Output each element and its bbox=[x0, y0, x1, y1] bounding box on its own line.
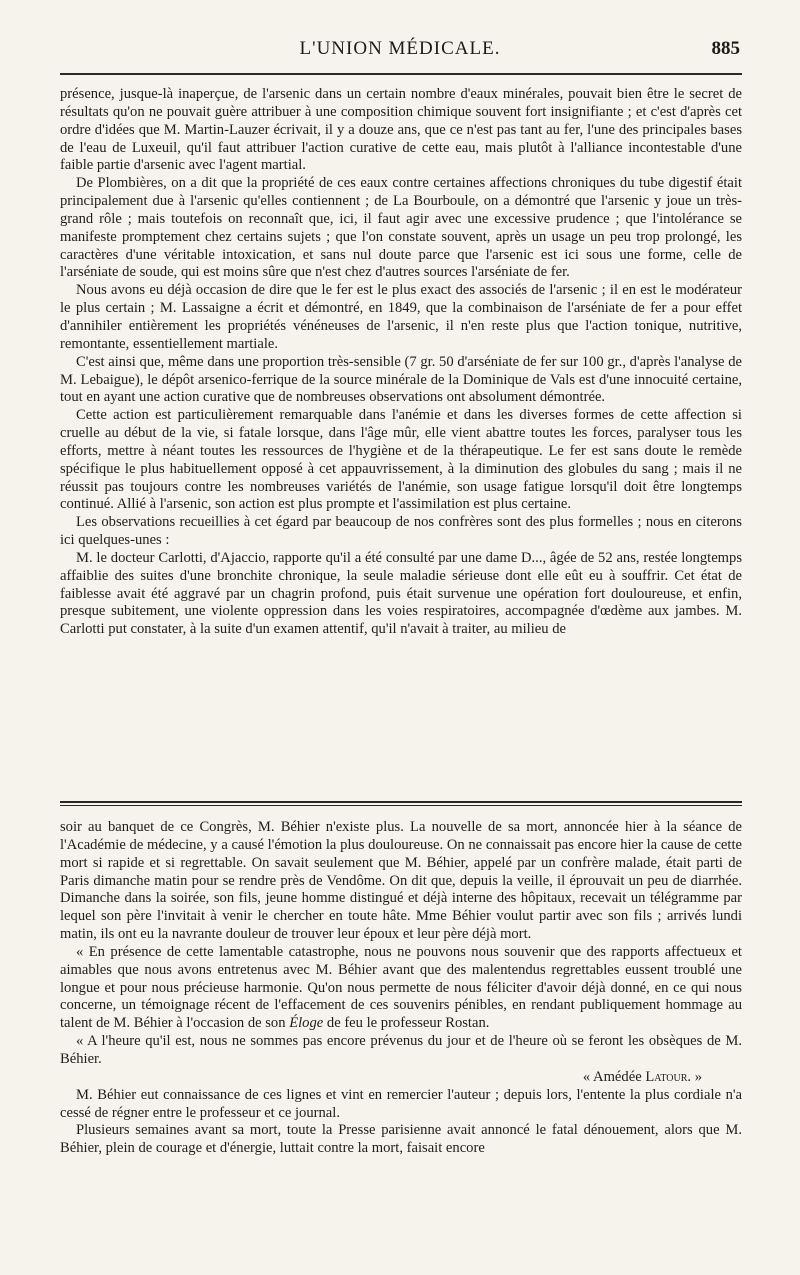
paragraph: De Plombières, on a dit que la propriété de ces eaux contre certaines affections chroniques du tube digestif était principalement due à l'arsenic qu'elles contiennent ; de La Bourboule, on a démontré que l'arsenic y joue un très-grand rôle ; mais toutefois on reconnaît que, ici, il faut agir avec une excessive prudence ; que l'intolérance se manifeste promptement chez certains sujets ; que l'on constate souvent, après un usage un peu trop prolongé, les caractères d'une véritable intoxication, et sans nul doute parce que l'arsenic est ici sous une forme, celle de l'arséniate de soude, qui est moins sûre que n'est chez d'autres sources l'arséniate de fer. bbox=[60, 175, 742, 281]
paragraph-text: « En présence de cette lamentable catastrophe, nous ne pouvons nous souvenir que des rapports affectueux et aimables que nous avons entretenus avec M. Béhier avant que des malentendus regrettables eussent troublé une longue et pour nous précieuse harmonie. Qu'on nous permette de nous féliciter d'avoir déjà donné, en ce qui nous concerne, un témoignage récent de l'effacement de ces souvenirs pénibles, en rendant publiquement hommage au talent de M. Béhier à l'occasion de son bbox=[60, 943, 742, 1032]
paragraph: Les observations recueillies à cet égard par beaucoup de nos confrères sont des plus formelles ; nous en citerons ici quelques-unes : bbox=[60, 514, 742, 549]
paragraph-text: de feu le professeur Rostan. bbox=[326, 1015, 490, 1032]
paragraph: présence, jusque-là inaperçue, de l'arsenic dans un certain nombre d'eaux minérales, pouvait bien être le secret de résultats qu'on ne pouvait guère attribuer à une composition chimique souvent fort insignifiante ; et c'est d'après cet ordre d'idées que M. Martin-Lauzer écrivait, il y a douze ans, que ce n'est pas tant au fer, l'une des principales bases de l'eau de Luxeuil, qu'il faut attribuer l'action curative de cette eau, mais plutôt à l'alliance incontestable d'une faible partie d'arsenic avec l'agent martial. bbox=[60, 86, 742, 174]
section-divider bbox=[60, 801, 742, 806]
paragraph bbox=[60, 944, 742, 1033]
signature-name: Latour. bbox=[645, 1068, 692, 1085]
paragraph: Cette action est particulièrement remarquable dans l'anémie et dans les diverses formes de cette affection si cruelle au début de la vie, si fatale lorsque, dans l'âge mûr, elle vient abattre toutes les forces, paralyser tous les efforts, mettre à néant toutes les ressources de l'hygiène et de la thérapeutique. Le fer est sans doute le remède spécifique le plus habituellement opposé à cet appauvrissement, à la diminution des globules du sang ; mais il ne réussit pas toujours contre les nombreuses variétés de l'anémie, son usage fatigue lorsqu'il doit être longtemps continué. Allié à l'arsenic, son action est plus prompte et l'assimilation est plus certaine. bbox=[60, 407, 742, 513]
paragraph: C'est ainsi que, même dans une proportion très-sensible (7 gr. 50 d'arséniate de fer sur 100 gr., d'après l'analyse de M. Lebaigue), le dépôt arsenico-ferrique de la source minérale de la Dominique de Vals est d'une innocuité certaine, tout en ayant une action curative que de nombreuses observations ont absolument démontrée. bbox=[60, 353, 742, 406]
signature bbox=[60, 1069, 742, 1087]
signature-open: « Amédée bbox=[582, 1068, 642, 1085]
italic-title: Éloge bbox=[289, 1015, 324, 1032]
journal-title: L'UNION MÉDICALE. bbox=[299, 38, 501, 59]
upper-article bbox=[60, 86, 742, 639]
paragraph: soir au banquet de ce Congrès, M. Béhier n'existe plus. La nouvelle de sa mort, annoncée hier à la séance de l'Académie de médecine, y a causé l'émotion la plus douloureuse. On ne connaissait pas encore hier la cause de cette mort si rapide et si regrettable. On savait seulement que M. Béhier, appelé par un confrère malade, était parti de Paris dimanche matin pour se rendre près de Vendôme. On dit que, depuis la veille, il éprouvait un peu de diarrhée. Dimanche dans la soirée, son fils, jeune homme distingué et déjà interne des hôpitaux, recevait un télégramme par lequel son père l'invitait à venir le chercher en toute hâte. Mme Béhier voulut partir avec son fils ; arrivés lundi matin, ils ont eu la navrante douleur de trouver leur époux et leur père déjà mort. bbox=[60, 819, 742, 943]
paragraph: Plusieurs semaines avant sa mort, toute la Presse parisienne avait annoncé le fatal dénouement, alors que M. Béhier, plein de courage et d'énergie, luttait contre la mort, faisait encore bbox=[60, 1122, 742, 1157]
signature-close: » bbox=[694, 1068, 702, 1085]
header-rule bbox=[60, 73, 742, 75]
lower-article bbox=[60, 819, 742, 1158]
running-header bbox=[60, 38, 740, 62]
paragraph: « A l'heure qu'il est, nous ne sommes pas encore prévenus du jour et de l'heure où se feront les obsèques de M. Béhier. bbox=[60, 1033, 742, 1067]
page-number: 885 bbox=[711, 38, 740, 59]
paragraph: M. Béhier eut connaissance de ces lignes et vint en remercier l'auteur ; depuis lors, l'entente la plus cordiale n'a cessé de régner entre le professeur et ce journal. bbox=[60, 1086, 742, 1121]
paragraph: M. le docteur Carlotti, d'Ajaccio, rapporte qu'il a été consulté par une dame D..., âgée de 52 ans, restée longtemps affaiblie des suites d'une bronchite chronique, la seule maladie sérieuse dont elle eût eu à souffrir. Cet état de faiblesse avait été aggravé par un chagrin profond, puis était survenue une opération fort douloureuse, et enfin, presque subitement, une violente oppression dans les voies respiratoires, accompagnée d'œdème aux jambes. M. Carlotti put constater, à la suite d'un examen attentif, qu'il n'avait à traiter, au milieu de bbox=[60, 549, 742, 638]
paragraph: Nous avons eu déjà occasion de dire que le fer est le plus exact des associés de l'arsenic ; il en est le modérateur le plus certain ; M. Lassaigne a écrit et démontré, en 1849, que la combinaison de l'arséniate de fer a pour effet d'annihiler entièrement les propriétés vénéneuses de l'arsenic, il n'en reste plus que l'action tonique, nutritive, remontante, essentiellement martiale. bbox=[60, 282, 742, 352]
